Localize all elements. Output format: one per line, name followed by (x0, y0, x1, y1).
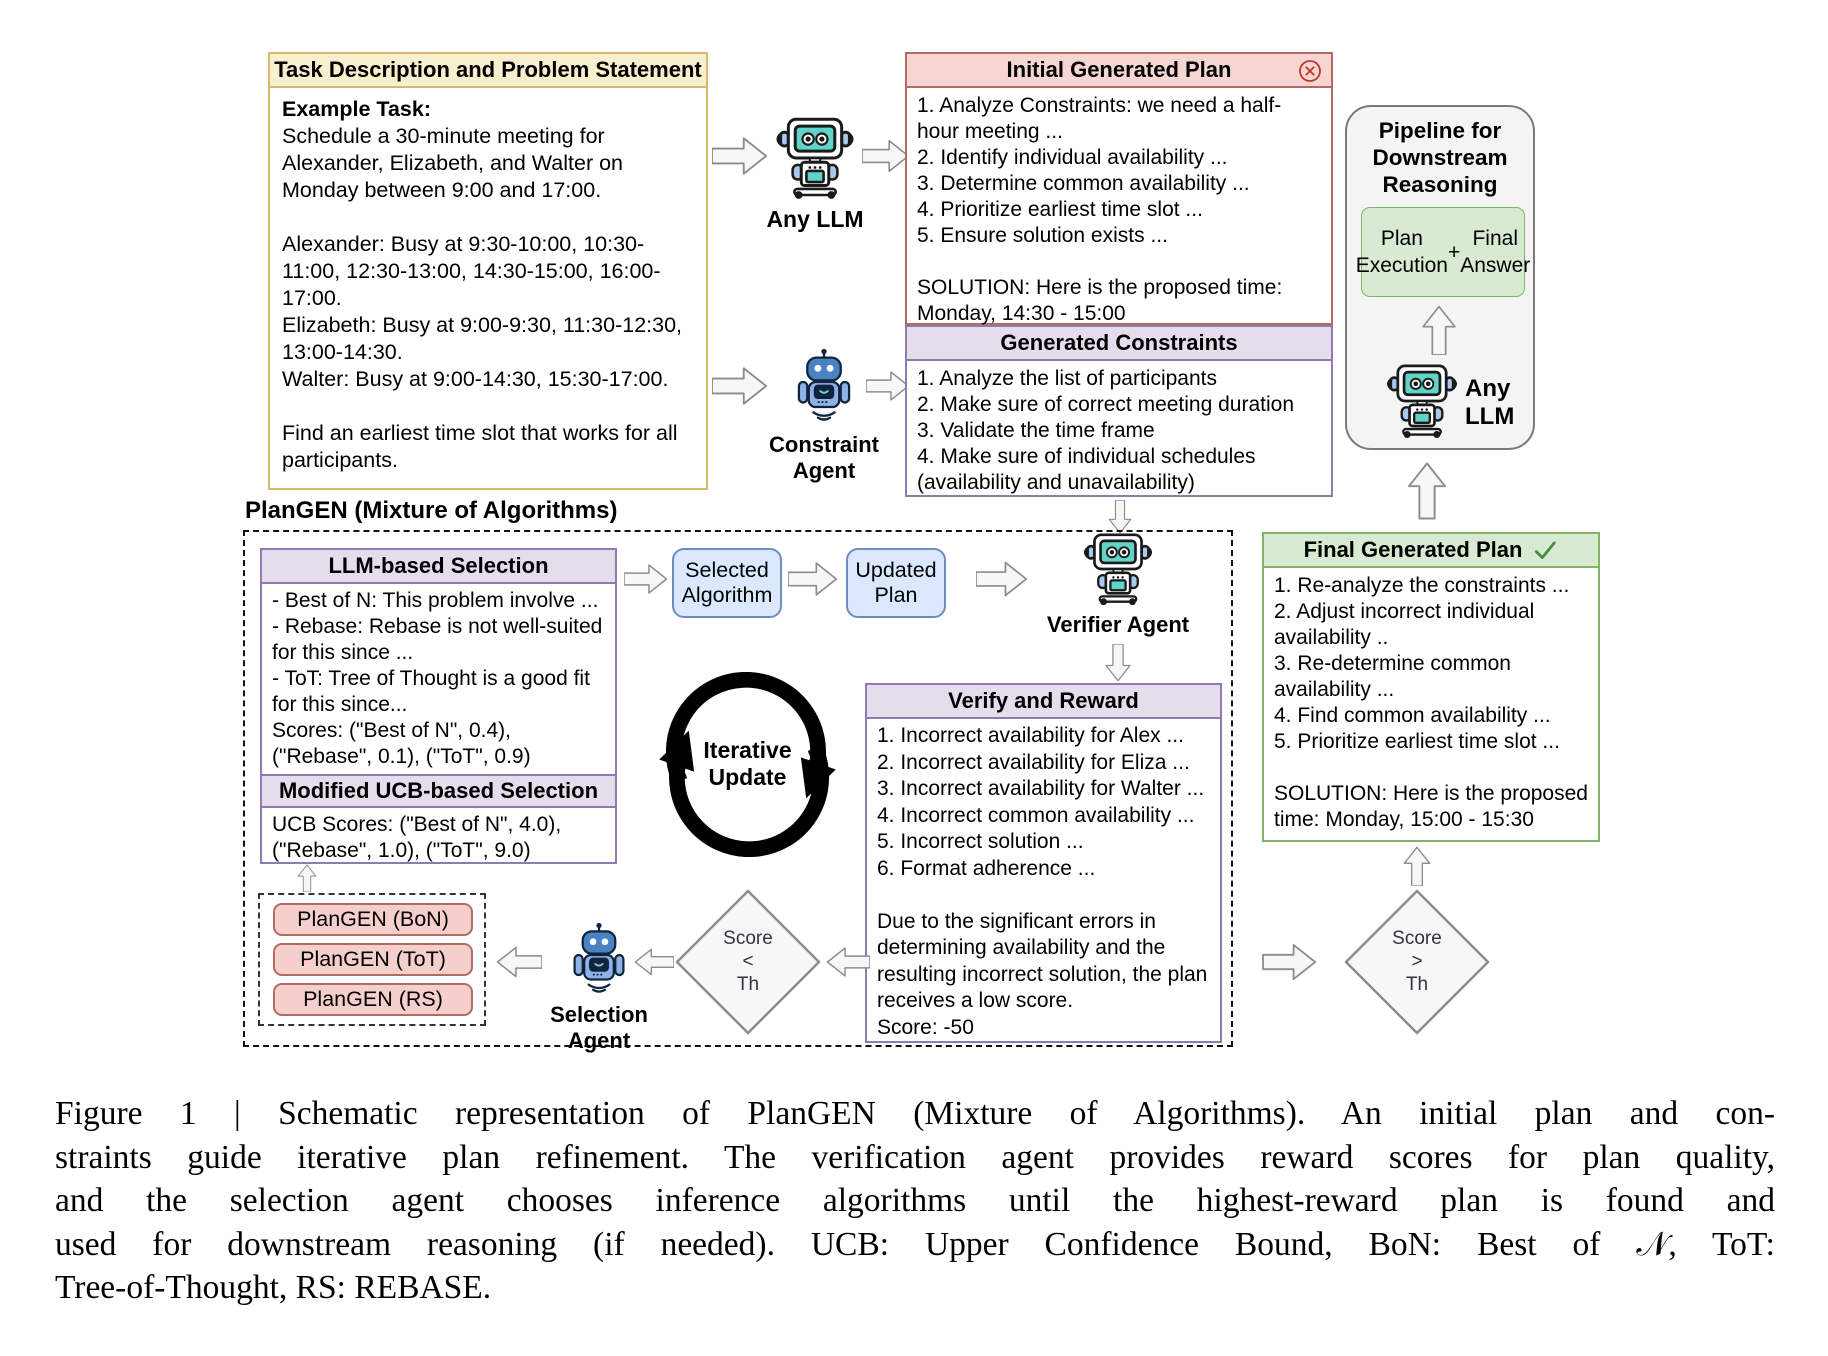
score-high-label: Score > Th (1392, 928, 1442, 995)
task-description-box (268, 52, 708, 490)
score-low-label: Score < Th (723, 928, 773, 995)
llm-selection-box (260, 548, 617, 864)
generated-constraints-text: 1. Analyze the list of participants 2. Make sure of correct meeting duration 3. Validate the time frame 4. Make sure of individual schedules (availability and unavailability) (917, 367, 1295, 494)
block-arrow-algorithm-to-plan (788, 560, 838, 598)
llm-selection-text: - Best of N: This problem involve ... - Rebase: Rebase is not well-suited for this since ... - ToT: Tree of Thought is a good fit for this since... Scores: ("Best of N", 0.4), ("Rebase", 0.1), ("ToT", 0.9) (272, 589, 603, 768)
selection-agent-label: Selection Agent (550, 1002, 648, 1053)
block-arrow-scorelow-to-selection (634, 944, 674, 980)
block-arrow-final-to-pipeline (1408, 455, 1446, 525)
block-arrow-variants-to-selectionbox (290, 864, 324, 892)
iterative-update-label: Iterative Update (703, 737, 792, 790)
block-arrow-plan-to-verifier (976, 560, 1028, 598)
block-arrow-verify-to-scorelow (826, 944, 870, 980)
constraint-agent-label: Constraint Agent (769, 432, 879, 483)
final-plan-title: Final Generated Plan (1303, 537, 1523, 562)
generated-constraints-title: Generated Constraints (907, 327, 1331, 361)
verify-reward-box (865, 683, 1222, 1043)
pipeline-downstream-box (1345, 105, 1535, 450)
block-arrow-task-to-constraint (712, 366, 768, 406)
pipeline-any-llm-label: Any LLM (1465, 375, 1515, 430)
updated-plan-box: Updated Plan (846, 548, 946, 618)
block-arrow-verify-to-scorehigh (1246, 944, 1334, 980)
block-arrow-scorehigh-to-final (1398, 846, 1436, 886)
generated-constraints-box (905, 325, 1333, 497)
verify-reward-text: 1. Incorrect availability for Alex ... 2. Incorrect availability for Eliza ... 3. Incorrect availability for Walter ... 4. Incorrect common availability ... 5. Incorrect solution ... 6. Format adherence ... Due to the significant errors in determining availability and the resulting incorrect solution, the plan receives a low score. Score: -50 (877, 724, 1208, 1039)
block-arrow-selection-to-algorithm (624, 560, 668, 598)
selected-algorithm-box: Selected Algorithm (672, 548, 782, 618)
block-arrow-task-to-anyllm (712, 136, 768, 176)
pipeline-title: Pipeline for Downstream Reasoning (1372, 118, 1508, 197)
ucb-selection-text: UCB Scores: ("Best of N", 4.0), ("Rebase", 1.0), ("ToT", 9.0) (272, 813, 562, 862)
checkmark-icon (1532, 537, 1558, 563)
any-llm-label: Any LLM (766, 206, 864, 232)
verifier-agent-label: Verifier Agent (1046, 612, 1190, 637)
final-generated-plan-box (1262, 532, 1600, 842)
error-circle-x-icon (1298, 59, 1322, 83)
figure-caption: Figure 1 | Schematic representation of PlanGEN (Mixture of Algorithms). An initial plan and con- straints guide iterative plan refinement. The verification agent provides reward scores for plan quality, and the selection agent chooses inference algorithms until the highest-reward plan is found and used for downstream reasoning (if needed). UCB: Upper Confidence Bound, BoN: Best of 𝒩, ToT: Tree-of-Thought, RS: REBASE. (55, 1095, 1775, 1306)
initial-generated-plan-box (905, 52, 1333, 325)
pipeline-any-llm-robot-icon (1383, 359, 1461, 443)
block-arrow-verifier-down (1100, 644, 1136, 682)
ucb-selection-title: Modified UCB-based Selection (262, 774, 615, 808)
selection-agent-robot-icon (562, 916, 636, 1000)
llm-selection-title: LLM-based Selection (262, 550, 615, 584)
task-box-text: Schedule a 30-minute meeting for Alexander, Elizabeth, and Walter on Monday between 9:00 and 17:00. Alexander: Busy at 9:30-10:00, 10:30-11:00, 12:30-13:00, 14:30-15:00, 16:00-17:00. Elizabeth: Busy at 9:00-9:30, 11:30-12:30, 13:00-14:30. Walter: Busy at 9:00-14:30, 15:30-17:00. Find an earliest time slot that works for all participants. (282, 124, 683, 472)
plangen-frame-label: PlanGEN (Mixture of Algorithms) (245, 497, 618, 524)
plangen-variants-frame (258, 893, 486, 1026)
example-task-label: Example Task: (282, 97, 431, 121)
block-arrow-anyllm-to-plan (862, 136, 910, 176)
plan-execution-box: Plan Execution + Final Answer (1361, 207, 1525, 297)
final-plan-text: 1. Re-analyze the constraints ... 2. Adjust incorrect individual availability .. 3. Re-determine common availability ... 4. Find common availability ... 5. Prioritize earliest time slot ... SOLUTION: Here is the proposed time: Monday, 15:00 - 15:30 (1274, 574, 1588, 831)
verifier-agent-robot-icon (1080, 528, 1156, 610)
plangen-tot-box: PlanGEN (ToT) (273, 943, 473, 976)
any-llm-robot-icon (772, 112, 858, 204)
block-arrow-selection-to-variants (496, 944, 542, 980)
plangen-bon-box: PlanGEN (BoN) (273, 903, 473, 936)
block-arrow-constraint-to-box (866, 366, 910, 406)
task-box-title: Task Description and Problem Statement (270, 54, 706, 88)
block-arrow-llm-to-execution (1421, 305, 1457, 355)
plangen-rs-box: PlanGEN (RS) (273, 983, 473, 1016)
constraint-agent-robot-icon (786, 342, 862, 428)
verify-reward-title: Verify and Reward (867, 685, 1220, 719)
initial-plan-title: Initial Generated Plan (1006, 57, 1232, 82)
initial-plan-text: 1. Analyze Constraints: we need a half-hour meeting ... 2. Identify individual availability ... 3. Determine common availability ... 4. Prioritize earliest time slot ... 5. Ensure solution exists ... SOLUTION: Here is the proposed time: Monday, 14:30 - 15:00 (917, 94, 1283, 325)
